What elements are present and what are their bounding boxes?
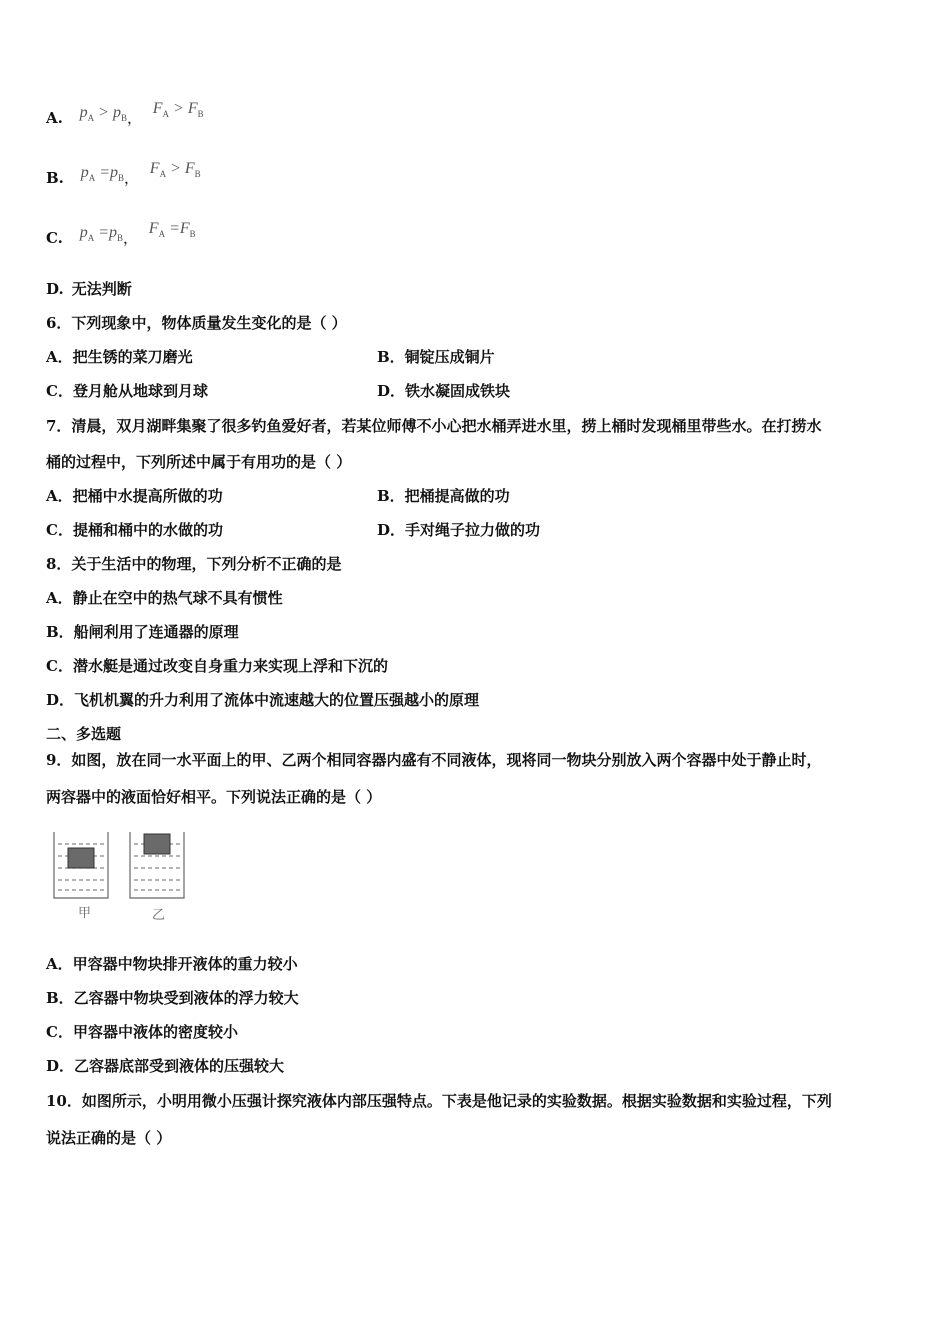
option-letter: A. — [46, 109, 63, 127]
q8-stem: 8．关于生活中的物理，下列分析不正确的是 — [46, 555, 342, 573]
q6-option-b: B．铜锭压成铜片 — [377, 348, 495, 366]
q7-option-c: C．提桶和桶中的水做的功 — [46, 521, 223, 539]
option-letter: B. — [46, 169, 64, 187]
label-yi: 乙 — [152, 908, 166, 923]
q9-containers-figure — [48, 828, 198, 924]
block-yi — [144, 834, 170, 854]
q9-option-d: D．乙容器底部受到液体的压强较大 — [46, 1057, 285, 1075]
q5-option-b: B. $p_A =p_B$， $F_A > F_B$ — [46, 160, 201, 187]
formula-pressure: $p_A =p_B$ — [80, 164, 124, 184]
q9-option-a: A．甲容器中物块排开液体的重力较小 — [46, 955, 298, 973]
formula-force: $F_A > F_B$ — [149, 160, 201, 180]
section-heading: 二、多选题 — [46, 725, 122, 743]
containers-diagram — [48, 828, 198, 924]
q8-option-a: A．静止在空中的热气球不具有惯性 — [46, 589, 283, 607]
formula-pressure: $p_A > p_B$ — [79, 104, 127, 124]
q7-option-d: D．手对绳子拉力做的功 — [377, 521, 541, 539]
q8-option-c: C．潜水艇是通过改变自身重力来实现上浮和下沉的 — [46, 657, 388, 675]
q8-option-b: B．船闸利用了连通器的原理 — [46, 623, 239, 641]
q7-stem-line1: 7．清晨，双月湖畔集聚了很多钓鱼爱好者，若某位师傅不小心把水桶弄进水里，捞上桶时发现桶里带些水。在打捞水 — [46, 417, 822, 435]
formula-force: $F_A =F_B$ — [148, 220, 196, 240]
q8-option-d: D．飞机机翼的升力利用了流体中流速越大的位置压强越小的原理 — [46, 691, 480, 709]
q9-stem-line2: 两容器中的液面恰好相平。下列说法正确的是（ ） — [46, 788, 382, 806]
q6-option-c: C．登月舱从地球到月球 — [46, 382, 208, 400]
q7-stem-line2: 桶的过程中，下列所述中属于有用功的是（ ） — [46, 453, 352, 471]
q9-option-c: C．甲容器中液体的密度较小 — [46, 1023, 238, 1041]
q5-option-d: D. 无法判断 — [46, 280, 132, 298]
q9-stem-line1: 9．如图，放在同一水平面上的甲、乙两个相同容器内盛有不同液体，现将同一物块分别放入两个容器中处于静止时， — [46, 751, 822, 769]
option-letter: C. — [46, 229, 63, 247]
q7-option-a: A．把桶中水提高所做的功 — [46, 487, 223, 505]
block-jia — [68, 848, 94, 868]
formula-force: $F_A > F_B$ — [152, 100, 204, 120]
q5-option-c: C. $p_A =p_B$， $F_A =F_B$ — [46, 220, 196, 247]
q6-option-d: D．铁水凝固成铁块 — [377, 382, 511, 400]
q6-option-a: A．把生锈的菜刀磨光 — [46, 348, 193, 366]
q9-option-b: B．乙容器中物块受到液体的浮力较大 — [46, 989, 299, 1007]
q5-option-a: A. $p_A > p_B$， $F_A > F_B$ — [46, 100, 204, 127]
q10-stem-line1: 10．如图所示，小明用微小压强计探究液体内部压强特点。下表是他记录的实验数据。根据实验数据和实验过程，下列 — [46, 1092, 832, 1110]
q7-option-b: B．把桶提高做的功 — [377, 487, 510, 505]
formula-pressure: $p_A =p_B$ — [79, 224, 123, 244]
q6-stem: 6．下列现象中，物体质量发生变化的是（ ） — [46, 314, 347, 332]
label-jia: 甲 — [78, 906, 92, 921]
q10-stem-line2: 说法正确的是（ ） — [46, 1129, 172, 1147]
